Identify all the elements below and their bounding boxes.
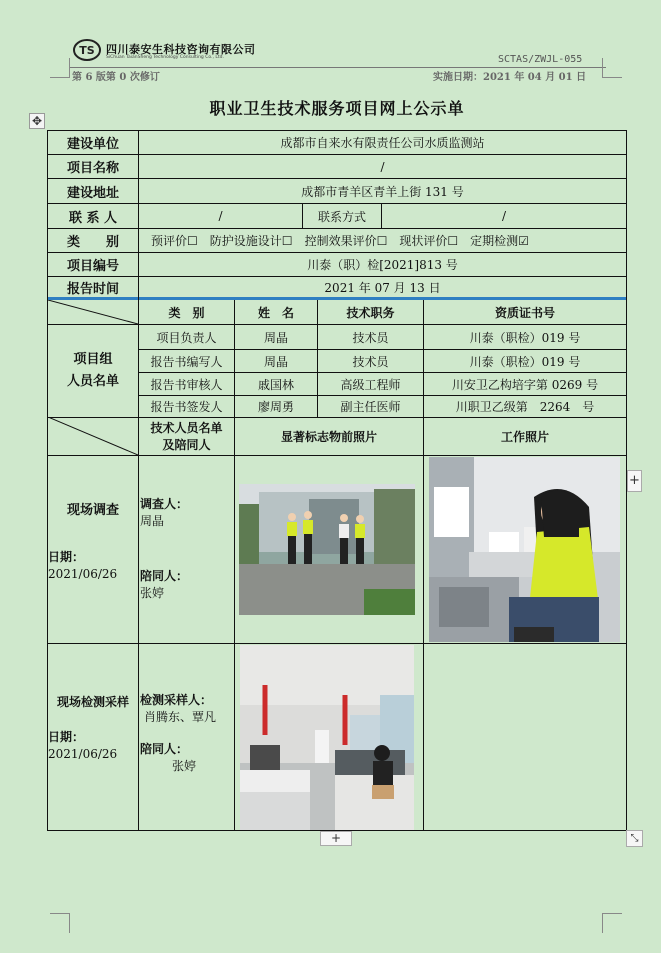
category-option-periodic-test[interactable]: 定期检测☑	[470, 234, 529, 248]
document-title: 职业卫生技术服务项目网上公示单	[209, 99, 465, 118]
svg-text:TS: TS	[79, 44, 95, 57]
staff-role: 报告书审核人	[150, 377, 223, 392]
table-move-handle-icon[interactable]: ✥	[29, 113, 45, 129]
address-value[interactable]: 成都市青羊区青羊上街 131 号	[301, 184, 464, 199]
checkbox-checked-icon: ☑	[518, 234, 529, 248]
sampling-date-block	[48, 729, 117, 763]
survey-escort-block	[140, 568, 188, 602]
category-option-status-evaluation[interactable]: 现状评价☐	[399, 234, 459, 248]
project-no-label: 项目编号	[66, 259, 119, 274]
sampling-date: 2021/06/26	[48, 747, 118, 761]
crop-mark-bottom-right	[602, 913, 622, 933]
category-option-pre-evaluation[interactable]: 预评价☐	[151, 234, 198, 248]
checkbox-unchecked-icon: ☐	[376, 234, 388, 248]
work-photo[interactable]	[429, 457, 620, 642]
diagonal-header-line	[48, 417, 138, 455]
survey-date-block	[48, 549, 117, 583]
staff-name: 戚国林	[257, 377, 294, 392]
revision-info: 第 6 版第 0 次修订	[72, 72, 160, 83]
report-time-label: 报告时间	[66, 281, 119, 297]
escort-label: 陪同人：	[140, 569, 189, 583]
staff-cert: 川安卫乙构培字第 0269 号	[451, 377, 599, 392]
company-name-cn: 四川泰安生科技咨询有限公司	[106, 43, 256, 56]
staff-cert: 川泰（职检）019 号	[469, 354, 581, 369]
contact-label: 联 系 人	[68, 210, 118, 226]
staff-header-category: 类 别	[168, 305, 205, 320]
staff-header-title: 技术职务	[346, 305, 395, 320]
diagonal-header-line	[48, 300, 138, 324]
report-time-value[interactable]: 2021 年 07 月 13 日	[324, 280, 441, 295]
contact-method-value[interactable]: /	[501, 209, 507, 223]
staff-header-name: 姓 名	[257, 305, 294, 320]
unit-value[interactable]: 成都市自来水有限责任公司水质监测站	[280, 136, 485, 150]
photo-header-work: 工作照片	[500, 430, 549, 444]
add-row-button[interactable]: +	[320, 831, 352, 846]
sampler-block	[140, 692, 216, 726]
survey-investigator-block	[140, 496, 188, 530]
contact-method-label: 联系方式	[317, 209, 366, 224]
investigator-name: 周晶	[140, 514, 165, 528]
investigator-label: 调查人：	[140, 497, 189, 511]
company-name-en: SiChuan TaianSheng Technology Consulting Co., Ltd.	[106, 55, 224, 60]
photo-header-staff: 技术人员名单 及陪同人	[150, 420, 223, 452]
staff-role: 报告书签发人	[150, 400, 223, 414]
sampler-names: 肖腾东、覃凡	[144, 710, 217, 724]
survey-label: 现场调查	[66, 502, 119, 518]
company-logo	[72, 38, 102, 62]
sampling-escort-block	[140, 741, 196, 775]
staff-name: 廖周勇	[257, 400, 294, 414]
project-no-value[interactable]: 川泰（职）检[2021]813 号	[307, 258, 458, 272]
category-label: 类 别	[66, 235, 119, 250]
sampling-date-label: 日期：	[48, 730, 85, 744]
photo-header-landmark: 显著标志物前照片	[280, 430, 377, 444]
staff-title: 副主任医师	[340, 400, 401, 414]
category-option-protection-design[interactable]: 防护设施设计☐	[209, 234, 293, 248]
escort-name: 张婷	[140, 586, 165, 600]
category-option-control-evaluation[interactable]: 控制效果评价☐	[304, 234, 388, 248]
staff-cert: 川职卫乙级第 2264 号	[455, 400, 595, 414]
notice-table	[47, 130, 627, 831]
crop-mark-top-left	[50, 58, 70, 78]
crop-mark-top-right	[602, 58, 622, 78]
escort-name: 张婷	[172, 759, 197, 773]
staff-header-cert: 资质证书号	[494, 305, 555, 320]
crop-mark-bottom-left	[50, 913, 70, 933]
staff-role: 报告书编写人	[150, 354, 223, 369]
survey-date: 2021/06/26	[48, 567, 118, 581]
project-name-label: 项目名称	[66, 161, 119, 176]
staff-group-label: 项目组 人员名单	[66, 352, 119, 389]
sampling-photo[interactable]	[240, 645, 414, 830]
sampler-label: 检测采样人：	[140, 693, 213, 707]
staff-cert: 川泰（职检）019 号	[469, 330, 581, 345]
address-label: 建设地址	[66, 185, 119, 201]
escort-label: 陪同人：	[140, 742, 189, 756]
staff-name: 周晶	[263, 354, 288, 369]
sampling-label: 现场检测采样	[56, 694, 129, 709]
staff-title: 技术员	[352, 354, 389, 369]
table-resize-handle-icon[interactable]: ⤡	[626, 830, 643, 847]
staff-title: 高级工程师	[340, 377, 401, 392]
staff-name: 周晶	[263, 330, 288, 345]
document-code: SCTAS/ZWJL-055	[498, 54, 583, 65]
checkbox-unchecked-icon: ☐	[187, 234, 198, 248]
project-name-value[interactable]: /	[380, 159, 385, 174]
category-options	[139, 229, 626, 252]
staff-title: 技术员	[352, 330, 389, 345]
checkbox-unchecked-icon: ☐	[281, 234, 293, 248]
contact-value[interactable]: /	[218, 209, 223, 223]
staff-role: 项目负责人	[156, 330, 217, 345]
survey-date-label: 日期：	[48, 550, 85, 564]
effective-date: 实施日期：2021 年 04 月 01 日	[433, 72, 587, 83]
landmark-photo[interactable]	[239, 484, 415, 615]
add-column-button[interactable]: +	[627, 470, 642, 492]
unit-label: 建设单位	[66, 137, 119, 152]
checkbox-unchecked-icon: ☐	[447, 234, 459, 248]
